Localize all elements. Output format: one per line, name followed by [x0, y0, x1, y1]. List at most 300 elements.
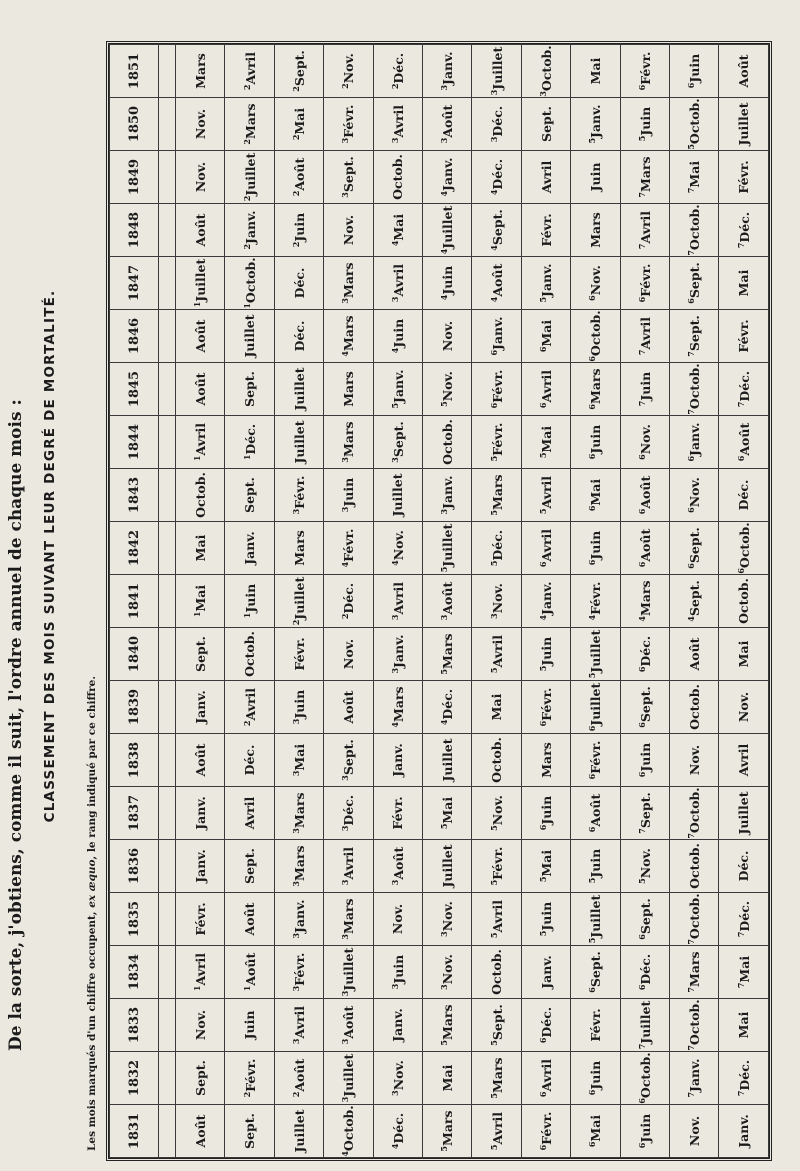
- month-name: Avril: [390, 263, 406, 297]
- rank-number: 3: [290, 770, 301, 777]
- month-name: Déc.: [736, 211, 752, 243]
- month-name: Sept.: [341, 156, 357, 193]
- month-name: Mars: [341, 898, 357, 934]
- rank-number: 7: [686, 409, 697, 415]
- month-cell: [324, 840, 373, 893]
- month-cell: [225, 1052, 274, 1105]
- month-name: Mai: [292, 743, 308, 771]
- month-name: Sept.: [489, 1004, 505, 1041]
- month-name: Juin: [587, 162, 603, 192]
- month-cell: [423, 946, 472, 999]
- month-name: Août: [686, 637, 702, 671]
- month-name: Octob.: [192, 472, 208, 518]
- month-name: Août: [637, 528, 653, 562]
- month-cell: [670, 204, 719, 257]
- month-name: Mars: [242, 103, 258, 139]
- month-cell: [225, 946, 274, 999]
- month-name: Sept.: [192, 636, 208, 672]
- month-cell: [176, 416, 225, 469]
- spacer-cell: [159, 522, 176, 575]
- month-cell: [719, 310, 769, 363]
- month-cell: [324, 1052, 373, 1105]
- month-cell: [373, 681, 422, 734]
- month-name: Juin: [242, 583, 258, 613]
- rank-number: 6: [587, 505, 598, 512]
- month-cell: [225, 893, 274, 946]
- rank-number: 2: [290, 86, 301, 92]
- month-cell: [620, 416, 669, 469]
- month-cell: [176, 522, 225, 575]
- month-cell: [472, 628, 521, 681]
- month-name: Mars: [440, 1004, 456, 1040]
- month-name: Janv.: [440, 157, 456, 191]
- month-cell: [620, 522, 669, 575]
- month-cell: [176, 946, 225, 999]
- month-name: Avril: [341, 846, 357, 880]
- month-cell: [324, 469, 373, 522]
- month-name: Août: [341, 1005, 357, 1039]
- year-header: 1831: [110, 1105, 159, 1158]
- month-cell: [225, 469, 274, 522]
- month-name: Juin: [637, 742, 653, 772]
- month-name: Mai: [687, 160, 703, 188]
- rank-number: 6: [587, 826, 598, 833]
- month-name: Avril: [538, 160, 554, 194]
- month-name: Nov.: [192, 108, 208, 140]
- rank-number: 3: [290, 718, 301, 725]
- month-cell: [571, 204, 620, 257]
- rank-number: 1: [192, 985, 203, 992]
- month-cell: [225, 575, 274, 628]
- month-cell: [719, 628, 769, 681]
- month-name: Déc.: [736, 1059, 752, 1091]
- month-cell: [373, 575, 422, 628]
- month-name: Octob.: [439, 419, 455, 465]
- month-cell: [571, 257, 620, 310]
- month-cell: [571, 787, 620, 840]
- rank-number: 3: [340, 506, 351, 513]
- month-name: Mai: [390, 213, 406, 241]
- month-cell: [225, 1105, 274, 1158]
- month-name: Mai: [439, 1064, 455, 1092]
- month-name: Févr.: [637, 263, 653, 297]
- rank-number: 5: [439, 1040, 450, 1046]
- year-header: 1842: [110, 522, 159, 575]
- footnote-part-2: , le rang indiqué par ce chiffre.: [86, 676, 98, 860]
- rank-number: 5: [488, 667, 499, 674]
- rank-number: 6: [537, 402, 548, 409]
- month-name: Juillet: [341, 947, 357, 991]
- rank-number: 3: [389, 879, 400, 886]
- month-cell: [719, 257, 769, 310]
- month-cell: [719, 98, 769, 151]
- month-name: Nov.: [390, 903, 406, 935]
- month-name: Avril: [193, 952, 209, 986]
- month-cell: [274, 1105, 323, 1158]
- month-name: Juin: [440, 265, 456, 295]
- month-cell: [670, 893, 719, 946]
- month-cell: [176, 1105, 225, 1158]
- month-cell: [670, 787, 719, 840]
- month-name: Déc.: [242, 423, 258, 455]
- month-cell: [324, 787, 373, 840]
- rank-number: 6: [686, 455, 697, 462]
- spacer-cell: [159, 787, 176, 840]
- rank-number: 3: [290, 828, 301, 834]
- month-name: Juillet: [439, 844, 455, 888]
- month-name: Octob.: [687, 893, 703, 940]
- month-cell: [670, 734, 719, 787]
- rank-number: 3: [340, 775, 351, 781]
- rank-number: 3: [340, 1096, 351, 1103]
- month-name: Janv.: [192, 796, 208, 830]
- rank-number: 5: [389, 402, 400, 409]
- month-name: Mars: [192, 53, 208, 89]
- month-cell: [670, 1052, 719, 1105]
- rank-number: 6: [537, 720, 548, 727]
- month-cell: [571, 840, 620, 893]
- rank-number: 3: [340, 1038, 351, 1045]
- rank-number: 1: [192, 301, 203, 308]
- rank-number: 3: [488, 613, 499, 619]
- month-name: Janv.: [539, 581, 555, 615]
- month-name: Octob.: [637, 1052, 653, 1099]
- table-body: [159, 45, 769, 1158]
- rank-number: 3: [389, 614, 400, 621]
- month-cell: [324, 681, 373, 734]
- month-name: Févr.: [341, 528, 357, 562]
- month-cell: [176, 575, 225, 628]
- rank-number: 3: [389, 1090, 400, 1096]
- month-name: Sept.: [292, 50, 308, 87]
- month-cell: [324, 151, 373, 204]
- month-name: Janv.: [687, 422, 703, 456]
- month-name: Déc.: [242, 744, 258, 776]
- month-cell: [176, 734, 225, 787]
- month-name: Avril: [193, 422, 209, 456]
- table-row: [176, 45, 225, 1158]
- rank-number: 2: [290, 134, 301, 141]
- month-name: Nov.: [390, 1060, 406, 1091]
- month-cell: [472, 204, 521, 257]
- year-header-row: [110, 45, 159, 1158]
- month-cell: [373, 787, 422, 840]
- month-cell: [571, 734, 620, 787]
- month-cell: [176, 257, 225, 310]
- table-row: [670, 45, 719, 1158]
- month-name: Nov.: [439, 320, 455, 352]
- month-cell: [274, 363, 323, 416]
- month-cell: [620, 1105, 669, 1158]
- month-cell: [620, 469, 669, 522]
- rank-number: 6: [537, 824, 548, 831]
- month-cell: [423, 628, 472, 681]
- rank-number: 6: [735, 455, 746, 462]
- month-name: Févr.: [637, 51, 653, 85]
- month-cell: [423, 734, 472, 787]
- rank-number: 6: [735, 568, 746, 574]
- rank-number: 3: [439, 137, 450, 144]
- month-name: Octob.: [687, 98, 703, 145]
- month-cell: [274, 999, 323, 1052]
- year-header: 1840: [110, 628, 159, 681]
- rank-number: 3: [340, 457, 351, 463]
- spacer-cell: [159, 893, 176, 946]
- month-name: Mars: [291, 530, 307, 566]
- table-row: [225, 45, 274, 1158]
- month-cell: [472, 45, 521, 98]
- month-name: Mai: [489, 693, 505, 721]
- rank-number: 5: [488, 1093, 499, 1099]
- month-cell: [225, 734, 274, 787]
- month-name: Octob.: [489, 737, 505, 783]
- month-name: Nov.: [687, 477, 703, 508]
- month-cell: [472, 1105, 521, 1158]
- month-name: Mars: [587, 212, 603, 248]
- month-name: Sept.: [242, 371, 258, 407]
- rank-number: 4: [488, 296, 499, 303]
- month-name: Juin: [637, 106, 653, 136]
- rank-number: 5: [439, 401, 450, 407]
- table-row: [620, 45, 669, 1158]
- month-name: Sept.: [242, 477, 258, 513]
- month-name: Nov.: [489, 583, 505, 614]
- month-cell: [225, 522, 274, 575]
- rank-number: 5: [439, 823, 450, 830]
- month-cell: [521, 946, 570, 999]
- month-cell: [423, 310, 472, 363]
- month-cell: [719, 1052, 769, 1105]
- rank-number: 7: [735, 982, 746, 989]
- month-name: Févr.: [588, 740, 604, 774]
- year-header: 1834: [110, 946, 159, 999]
- month-name: Juin: [242, 1010, 258, 1040]
- month-name: Nov.: [489, 795, 505, 826]
- month-name: Juillet: [489, 46, 505, 90]
- month-cell: [423, 787, 472, 840]
- intro-text: De la sorte, j'obtiens, comme il suit, l'ordre annuel de chaque mois :: [6, 399, 26, 1051]
- month-name: Août: [292, 1058, 308, 1092]
- rank-number: 6: [636, 454, 647, 460]
- month-name: Juillet: [291, 1109, 307, 1153]
- rank-number: 6: [636, 666, 647, 673]
- rank-number: 6: [686, 563, 697, 569]
- month-name: Janv.: [242, 531, 258, 565]
- year-header: 1843: [110, 469, 159, 522]
- month-cell: [472, 416, 521, 469]
- rank-number: 4: [636, 616, 647, 622]
- rank-number: 2: [241, 84, 252, 91]
- month-cell: [373, 840, 422, 893]
- month-cell: [719, 946, 769, 999]
- month-name: Nov.: [440, 901, 456, 932]
- month-cell: [373, 1105, 422, 1158]
- month-name: Févr.: [192, 902, 208, 936]
- table-row: [571, 45, 620, 1158]
- month-name: Avril: [489, 899, 505, 933]
- rank-number: 3: [439, 84, 450, 91]
- month-cell: [373, 628, 422, 681]
- month-cell: [521, 575, 570, 628]
- month-cell: [423, 1105, 472, 1158]
- month-name: Nov.: [192, 161, 208, 193]
- month-cell: [472, 575, 521, 628]
- rank-number: 1: [241, 612, 252, 619]
- month-name: Juillet: [242, 152, 258, 196]
- month-cell: [571, 946, 620, 999]
- month-name: Octob.: [242, 631, 258, 677]
- month-name: Août: [292, 157, 308, 191]
- rank-number: 7: [636, 1043, 647, 1050]
- rank-number: 4: [389, 560, 400, 566]
- month-name: Juin: [588, 1060, 604, 1090]
- month-cell: [176, 787, 225, 840]
- rank-number: 5: [587, 937, 598, 944]
- month-cell: [423, 840, 472, 893]
- month-cell: [521, 893, 570, 946]
- rank-number: 7: [735, 931, 746, 938]
- month-cell: [274, 522, 323, 575]
- rank-number: 6: [636, 508, 647, 515]
- month-cell: [571, 681, 620, 734]
- month-cell: [176, 893, 225, 946]
- rank-number: 6: [636, 722, 647, 728]
- month-name: Août: [736, 422, 752, 456]
- month-name: Juin: [390, 318, 406, 348]
- month-cell: [670, 363, 719, 416]
- month-name: Janv.: [390, 634, 406, 668]
- month-name: Nov.: [440, 371, 456, 402]
- month-name: Févr.: [341, 104, 357, 138]
- rank-number: 6: [488, 349, 499, 356]
- month-name: Nov.: [686, 1115, 702, 1147]
- month-cell: [719, 840, 769, 893]
- rank-number: 6: [537, 1037, 548, 1044]
- rank-number: 3: [290, 881, 301, 887]
- month-name: Août: [242, 952, 258, 986]
- month-name: Avril: [637, 316, 653, 350]
- month-cell: [521, 310, 570, 363]
- month-cell: [176, 999, 225, 1052]
- rank-number: 3: [290, 1038, 301, 1045]
- month-cell: [225, 787, 274, 840]
- month-cell: [472, 98, 521, 151]
- month-cell: [373, 204, 422, 257]
- year-header: 1849: [110, 151, 159, 204]
- rank-number: 6: [587, 295, 598, 301]
- month-cell: [225, 416, 274, 469]
- month-name: Févr.: [736, 319, 752, 353]
- month-cell: [423, 416, 472, 469]
- month-cell: [521, 204, 570, 257]
- month-name: Janv.: [440, 51, 456, 85]
- month-cell: [620, 681, 669, 734]
- month-cell: [274, 628, 323, 681]
- rank-number: 7: [686, 187, 697, 194]
- month-name: Nov.: [341, 53, 357, 84]
- year-header: 1851: [110, 45, 159, 98]
- month-cell: [620, 151, 669, 204]
- month-name: Déc.: [736, 850, 752, 882]
- month-name: Août: [192, 372, 208, 406]
- month-name: Mars: [538, 742, 554, 778]
- month-name: Mai: [587, 57, 603, 85]
- year-header: 1845: [110, 363, 159, 416]
- month-name: Mars: [588, 368, 604, 404]
- month-cell: [719, 575, 769, 628]
- month-cell: [472, 734, 521, 787]
- month-cell: [571, 1105, 620, 1158]
- footnote: [86, 51, 98, 1151]
- month-cell: [373, 469, 422, 522]
- month-name: Avril: [539, 475, 555, 509]
- month-cell: [472, 893, 521, 946]
- year-header: 1833: [110, 999, 159, 1052]
- month-cell: [176, 204, 225, 257]
- month-name: Août: [440, 104, 456, 138]
- month-cell: [373, 98, 422, 151]
- rank-number: 6: [587, 773, 598, 780]
- rank-number: 2: [290, 619, 301, 626]
- rank-number: 4: [686, 616, 697, 622]
- rank-number: 6: [636, 1142, 647, 1149]
- month-name: Juillet: [588, 629, 604, 673]
- month-cell: [176, 628, 225, 681]
- rank-number: 3: [340, 990, 351, 997]
- month-name: Mars: [489, 1057, 505, 1093]
- month-cell: [274, 204, 323, 257]
- month-cell: [324, 45, 373, 98]
- month-name: Mars: [292, 792, 308, 828]
- month-name: Juillet: [588, 682, 604, 726]
- month-name: Sept.: [687, 580, 703, 617]
- month-cell: [571, 416, 620, 469]
- month-name: Octob.: [736, 522, 752, 569]
- month-name: Sept.: [637, 792, 653, 829]
- rank-number: 2: [290, 241, 301, 248]
- rank-number: 2: [241, 195, 252, 202]
- month-cell: [324, 628, 373, 681]
- month-name: Janv.: [539, 263, 555, 297]
- rank-number: 7: [735, 242, 746, 249]
- month-cell: [670, 469, 719, 522]
- month-name: Avril: [736, 743, 752, 777]
- month-cell: [670, 946, 719, 999]
- year-header: 1848: [110, 204, 159, 257]
- rank-number: 4: [340, 1151, 351, 1157]
- month-name: Mai: [539, 425, 555, 453]
- month-cell: [521, 681, 570, 734]
- rank-number: 2: [340, 613, 351, 620]
- month-cell: [620, 204, 669, 257]
- month-cell: [373, 946, 422, 999]
- month-cell: [571, 575, 620, 628]
- month-name: Juillet: [242, 314, 258, 358]
- month-cell: [274, 893, 323, 946]
- month-cell: [423, 999, 472, 1052]
- month-name: Octob.: [687, 999, 703, 1046]
- month-name: Janv.: [440, 475, 456, 509]
- rank-number: 6: [587, 356, 598, 362]
- month-cell: [423, 1052, 472, 1105]
- month-cell: [571, 1052, 620, 1105]
- month-cell: [670, 1105, 719, 1158]
- month-name: Octob.: [341, 1105, 357, 1152]
- rank-number: 7: [686, 939, 697, 945]
- month-cell: [521, 98, 570, 151]
- month-name: Janv.: [736, 1114, 752, 1148]
- month-name: Mars: [341, 421, 357, 457]
